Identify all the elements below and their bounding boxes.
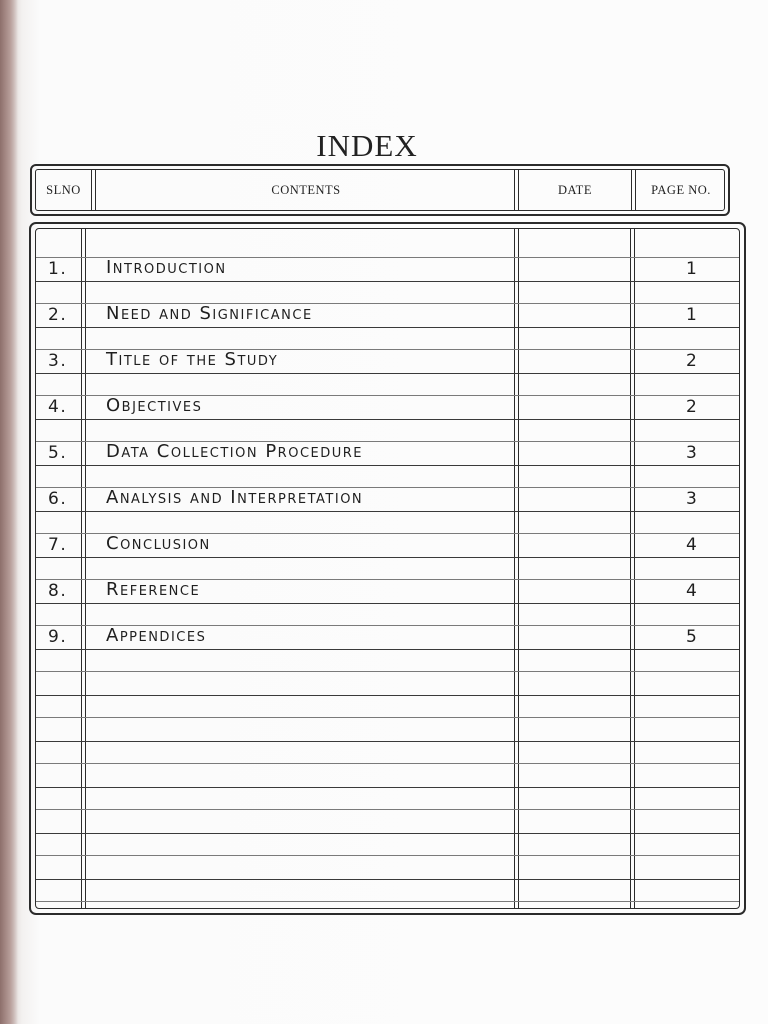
table-row (36, 327, 739, 374)
serial-number: 3. (48, 351, 68, 371)
page-number: 3 (686, 489, 699, 509)
page-title: INDEX (316, 128, 418, 163)
serial-number: 1. (48, 259, 68, 279)
table-row (36, 741, 739, 788)
serial-number: 5. (48, 443, 68, 463)
table-row (36, 649, 739, 696)
content-entry: Data Collection Procedure (106, 441, 364, 462)
page-number: 2 (686, 351, 699, 371)
table-row (36, 373, 739, 420)
page-number: 4 (686, 581, 699, 601)
header-slno: SLNO (46, 182, 81, 197)
page-number: 4 (686, 535, 699, 555)
content-entry: Introduction (106, 257, 227, 278)
table-row (36, 419, 739, 466)
content-entry: Need and Significance (106, 303, 313, 324)
serial-number: 4. (48, 397, 68, 417)
table-row (36, 879, 739, 909)
table-row (36, 603, 739, 650)
page-number: 1 (686, 259, 699, 279)
index-table (29, 222, 746, 915)
serial-number: 2. (48, 305, 68, 325)
content-entry: Appendices (106, 625, 207, 646)
page-number: 2 (686, 397, 699, 417)
header-page-no: PAGE NO. (651, 182, 711, 197)
table-row (36, 833, 739, 880)
header-contents: CONTENTS (271, 182, 341, 197)
table-row (36, 511, 739, 558)
content-entry: Title of the Study (106, 349, 279, 370)
table-row (36, 557, 739, 604)
index-header (30, 164, 730, 216)
page-number: 3 (686, 443, 699, 463)
page-number: 5 (686, 627, 699, 647)
header-date: DATE (558, 182, 592, 197)
serial-number: 6. (48, 489, 68, 509)
table-row (36, 281, 739, 328)
serial-number: 8. (48, 581, 68, 601)
serial-number: 7. (48, 535, 68, 555)
content-entry: Reference (106, 579, 201, 600)
table-row (36, 787, 739, 834)
content-entry: Objectives (106, 395, 203, 416)
page-number: 1 (686, 305, 699, 325)
table-row (36, 235, 739, 282)
content-entry: Conclusion (106, 533, 211, 554)
table-row (36, 695, 739, 742)
content-entry: Analysis and Interpretation (106, 487, 364, 508)
serial-number: 9. (48, 627, 68, 647)
table-row (36, 465, 739, 512)
